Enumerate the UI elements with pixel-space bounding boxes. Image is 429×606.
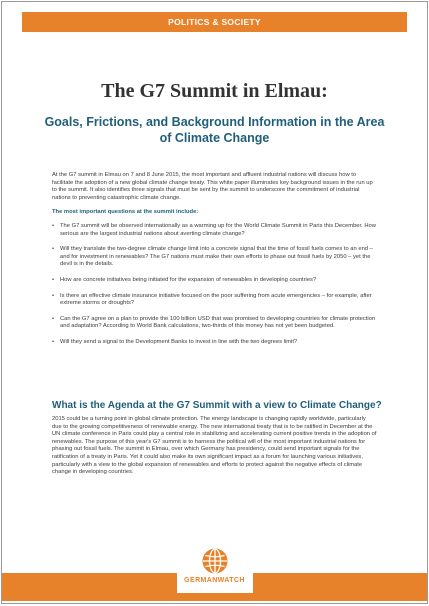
intro-paragraph: At the G7 summit in Elmau on 7 and 8 June 2015, the most important and affluent industrial nations will discuss how to facilitate the adoption of a new global climate change treaty. This white paper illuminates key background issues in the run up to the summit. It also identifies three signals that must be sent by the summit to underscore the commitment of industrial nations to preventing catastrophic climate change. — [52, 172, 373, 201]
document-page — [1, 1, 428, 604]
germanwatch-logo — [177, 543, 253, 593]
questions-list — [52, 223, 377, 347]
list-item: • How are concrete initiatives being initiated for the expansion of renewables in developing countries? — [52, 277, 377, 285]
list-item: • Will they translate the two-degree climate change limit into a concrete signal that the time of fossil fuels comes to an end – and for investment in renewables? The G7 nations must make their own efforts to phase out fossil fuels by 2050 – yet the devil is in the details. — [52, 246, 377, 269]
list-item: • Can the G7 agree on a plan to provide the 100 billion USD that was promised to developing countries for climate protection and adaptation? According to World Bank calculations, two-thirds of this money has not yet been budgeted. — [52, 316, 377, 331]
list-item: • The G7 summit will be observed internationally as a warming up for the World Climate Summit in Paris this December. How serious are the largest industrial nations about averting climate change? — [52, 223, 377, 238]
document-title: The G7 Summit in Elmau: — [101, 80, 328, 102]
list-item: • Is there an effective climate insurance initiative focused on the poor suffering from acute emergencies – for example, after extreme storms or droughts? — [52, 293, 377, 308]
main-content — [52, 172, 377, 355]
questions-heading: The most important questions at the summit include: — [52, 209, 199, 216]
section-heading: What is the Agenda at the G7 Summit with a view to Climate Change? — [52, 400, 382, 411]
section-label: POLITICS & SOCIETY — [168, 17, 261, 27]
section-banner — [22, 12, 407, 32]
list-item: • Will they send a signal to the Development Banks to invest in line with the two degrees limit? — [52, 339, 377, 347]
globe-icon — [201, 547, 229, 575]
logo-text: GERMANWATCH — [184, 577, 245, 584]
document-subtitle: Goals, Frictions, and Background Information in the Area of Climate Change — [44, 115, 385, 145]
section-body: 2015 could be a turning point in global climate protection. The energy landscape is changing rapidly worldwide, particularly due to the growing competitiveness of renewable energy. The new international treaty that is to be ratified in December at the UN climate conference in Paris could play a central role in stabilizing and accelerating current positive trends in the adoption of renewables. The purpose of this year's G7 summit is to harness the political will of the most important industrial nations for phasing out fossil fuels. The summit in Elmau, over which Germany has presidency, could send important signals for the ratification of a treaty in Paris. Yet it could also make its own significant impact as a forum for launching various initiatives, particularly with a view to the global expansion of renewables and efforts to protect against the negative effects of climate change in developing countries. — [52, 416, 377, 476]
